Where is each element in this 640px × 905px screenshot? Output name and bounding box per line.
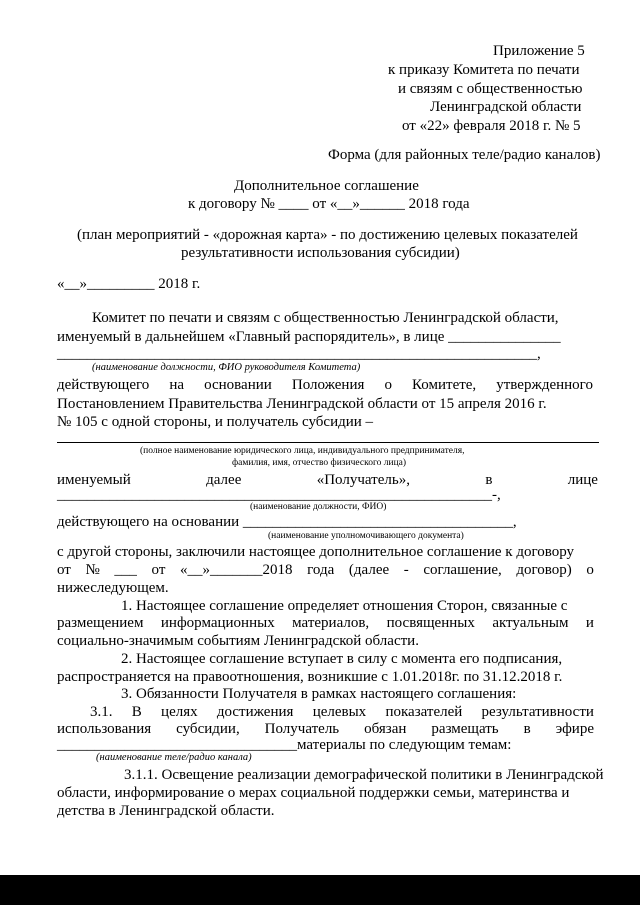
- word: ___: [114, 562, 137, 578]
- word: действующего: [57, 377, 150, 393]
- word: в: [485, 472, 493, 488]
- recipient-name-underline: [57, 442, 599, 443]
- appendix-header-line-2: к приказу Комитета по печати: [388, 62, 580, 78]
- word: и: [585, 615, 594, 631]
- title-line-1: Дополнительное соглашение: [234, 178, 419, 194]
- section-3-1-1-line-3: детства в Ленинградской области.: [57, 803, 275, 819]
- word: целевых: [312, 704, 367, 720]
- section-3-1-1-line-1: 3.1.1. Освещение реализации демографической политики в Ленинградской: [124, 767, 604, 783]
- scan-border-bottom: [0, 875, 640, 905]
- word: (далее: [348, 562, 390, 578]
- word: размещать: [431, 721, 499, 737]
- section-3-1-line-3: ________________________________материалы по следующим темам:: [57, 737, 512, 753]
- word: в: [523, 721, 531, 737]
- section-3-1-line-1: [90, 703, 594, 721]
- word: эфире: [555, 721, 594, 737]
- section-3-heading: 3. Обязанности Получателя в рамках настоящего соглашения:: [121, 686, 517, 702]
- word: соглашение,: [423, 562, 502, 578]
- paragraph-4-line-2: [57, 561, 594, 579]
- caption-committee-head: (наименование должности, ФИО руководителя Комитета): [92, 362, 361, 373]
- paragraph-4-line-3: нижеследующем.: [57, 580, 169, 596]
- paragraph-1-line-1: Комитет по печати и связям с общественностью Ленинградской области,: [92, 310, 559, 326]
- appendix-header-line-5: от «22» февраля 2018 г. № 5: [402, 118, 581, 134]
- word: именуемый: [57, 472, 131, 488]
- word: основании: [204, 377, 272, 393]
- word: от: [57, 562, 71, 578]
- appendix-header-line-4: Ленинградской области: [430, 99, 582, 115]
- appendix-header-line-3: и связям с общественностью: [398, 81, 583, 97]
- word: достижения: [216, 704, 294, 720]
- caption-authorizing-document: (наименование уполномочивающего документа): [268, 531, 464, 541]
- word: использования: [57, 721, 152, 737]
- paragraph-2-line-1: [57, 376, 593, 394]
- section-1-line-1: 1. Настоящее соглашение определяет отношения Сторон, связанные с: [121, 598, 568, 614]
- word: утвержденного: [496, 377, 593, 393]
- caption-position-name: (наименование должности, ФИО): [250, 502, 387, 512]
- word: субсидии,: [176, 721, 240, 737]
- word: размещением: [57, 615, 144, 631]
- paragraph-4-line-1: с другой стороны, заключили настоящее дополнительное соглашение к договору: [57, 544, 575, 560]
- word: договор): [516, 562, 572, 578]
- section-2-line-2: распространяется на правоотношения, возникшие с 1.01.2018г. по 31.12.2018 г.: [57, 669, 563, 685]
- word: Комитете,: [412, 377, 477, 393]
- paragraph-1-line-3: ________________________________________________________________,: [57, 346, 541, 362]
- section-1-line-2: [57, 614, 594, 632]
- word: от: [151, 562, 166, 578]
- word: «Получатель»,: [316, 472, 410, 488]
- word: года: [307, 562, 335, 578]
- appendix-header-line-1: Приложение 5: [493, 43, 585, 59]
- word: -: [403, 562, 409, 578]
- word: Положения: [291, 377, 365, 393]
- section-2-line-1: 2. Настоящее соглашение вступает в силу с момента его подписания,: [121, 651, 563, 667]
- word: результативности: [481, 704, 594, 720]
- paragraph-2-line-3: № 105 с одной стороны, и получатель субсидии –: [57, 414, 374, 430]
- word: о: [586, 562, 594, 578]
- word: 3.1.: [90, 704, 113, 720]
- word: о: [384, 377, 392, 393]
- word: целях: [161, 704, 198, 720]
- word: далее: [206, 472, 242, 488]
- word: лице: [567, 472, 598, 488]
- title-line-2: к договору № ____ от «__»______ 2018 года: [188, 196, 470, 212]
- word: на: [169, 377, 185, 393]
- word: актуальным: [492, 615, 569, 631]
- agreement-date: «__»_________ 2018 г.: [57, 276, 201, 292]
- paragraph-1-line-2: именуемый в дальнейшем «Главный распорядитель», в лице _______________: [57, 329, 561, 345]
- caption-recipient-line-1: (полное наименование юридического лица, индивидуального предпринимателя,: [140, 446, 465, 456]
- section-1-line-3: социально-значимым событиям Ленинградской области.: [57, 633, 419, 649]
- word: материалов,: [292, 615, 370, 631]
- section-3-1-1-line-2: области, информирование о мерах социальной поддержки семьи, материнства и: [57, 785, 570, 801]
- subtitle-line-1: (план мероприятий - «дорожная карта» - по достижению целевых показателей: [77, 227, 578, 243]
- word: обязан: [364, 721, 407, 737]
- word: показателей: [385, 704, 463, 720]
- word: посвященных: [386, 615, 475, 631]
- paragraph-3-line-2: __________________________________________________________-,: [57, 487, 501, 503]
- subtitle-line-2: результативности использования субсидии): [181, 245, 460, 261]
- paragraph-3-line-3: действующего на основании ____________________________________,: [57, 514, 517, 530]
- caption-channel-name: (наименование теле/радио канала): [96, 752, 252, 763]
- word: В: [131, 704, 142, 720]
- word: Получатель: [264, 721, 340, 737]
- caption-recipient-line-2: фамилия, имя, отчество физического лица): [232, 458, 407, 468]
- form-label: Форма (для районных теле/радио каналов): [328, 147, 601, 163]
- word: информационных: [160, 615, 275, 631]
- word: «__»_______2018: [180, 562, 293, 578]
- paragraph-2-line-2: Постановлением Правительства Ленинградской области от 15 апреля 2016 г.: [57, 396, 547, 412]
- word: №: [85, 562, 100, 578]
